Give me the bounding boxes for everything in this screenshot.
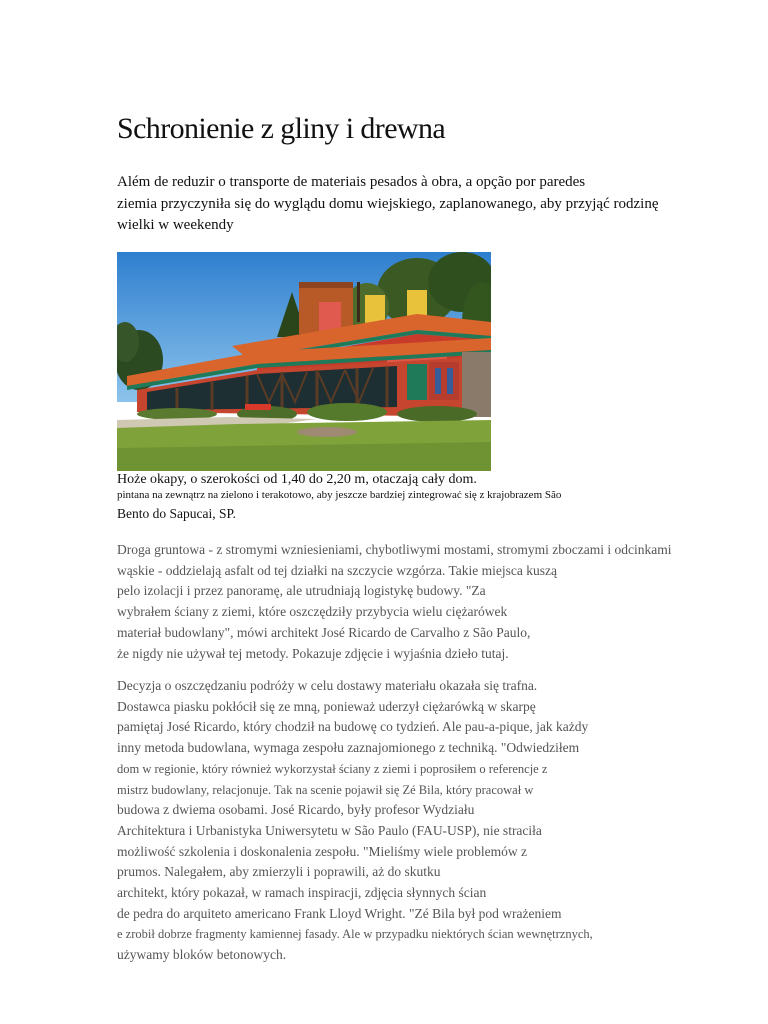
body-paragraph-1 — [117, 540, 737, 664]
paragraph-line: mistrz budowlany, relacjonuje. Tak na scenie pojawił się Zé Bila, który pracował w — [117, 782, 534, 797]
article-lead — [117, 172, 717, 237]
paragraph-line: pelo izolacji i przez panoramę, ale utrudniają logistykę budowy. "Za — [117, 583, 486, 599]
paragraph-line: Architektura i Urbanistyka Uniwersytetu w São Paulo (FAU-USP), nie straciła — [117, 822, 542, 838]
body-paragraph-2 — [117, 676, 737, 966]
paragraph-line: Decyzja o oszczędzaniu podróży w celu dostawy materiału okazała się trafna. — [117, 678, 538, 693]
paragraph-line: pamiętaj José Ricardo, który chodził na budowę co tydzień. Ale pau-a-pique, jak każdy — [117, 719, 589, 735]
article-title: Schronienie z gliny i drewna — [117, 112, 446, 145]
house-photo-icon — [117, 252, 491, 471]
paragraph-line: Droga gruntowa - z stromymi wzniesieniami, chybotliwymi mostami, stromymi zboczami i odcinkami — [117, 542, 672, 557]
paragraph-line: dom w regionie, który również wykorzystał ściany z ziemi i poprosiłem o referencje z — [117, 761, 548, 776]
lead-line: wielki w weekendy — [117, 217, 234, 233]
lead-line: Além de reduzir o transporte de materiais pesados à obra, a opção por paredes — [117, 174, 586, 190]
paragraph-line: inny metoda budowlana, wymaga zespołu zaznajomionego z techniką. "Odwiedziłem — [117, 740, 580, 756]
paragraph-line: de pedra do arquiteto americano Frank Lloyd Wright. "Zé Bila był pod wrażeniem — [117, 905, 562, 921]
caption-line: Hoże okapy, o szerokości od 1,40 do 2,20 m, otaczają cały dom. — [117, 472, 477, 487]
paragraph-line: budowa z dwiema osobami. José Ricardo, były profesor Wydziału — [117, 802, 475, 818]
paragraph-line: wąskie - oddzielają asfalt od tej działki na szczycie wzgórza. Takie miejsca kuszą — [117, 562, 557, 578]
paragraph-line: że nigdy nie używał tej metody. Pokazuje zdjęcie i wyjaśnia dzieło tutaj. — [117, 645, 509, 661]
caption-line: Bento do Sapucai, SP. — [117, 506, 236, 521]
paragraph-line: materiał budowlany", mówi architekt José Ricardo de Carvalho z São Paulo, — [117, 624, 531, 640]
lead-line: ziemia przyczyniła się do wyglądu domu wiejskiego, zaplanowanego, aby przyjąć rodzinę — [117, 195, 659, 212]
paragraph-line: prumos. Nalegałem, aby zmierzyli i poprawili, aż do skutku — [117, 864, 441, 880]
photo-caption — [117, 472, 717, 524]
house-photo — [117, 252, 491, 471]
paragraph-line: architekt, który pokazał, w ramach inspiracji, zdjęcia słynnych ścian — [117, 885, 487, 901]
paragraph-line: możliwość szkolenia i doskonalenia zespołu. "Mieliśmy wiele problemów z — [117, 843, 528, 859]
caption-line: pintana na zewnątrz na zielono i terakotowo, aby jeszcze bardziej zintegrować się z krajobrazem São — [117, 489, 562, 501]
paragraph-line: używamy bloków betonowych. — [117, 947, 287, 963]
paragraph-line: Dostawca piasku pokłócił się ze mną, ponieważ uderzył ciężarówką w skarpę — [117, 698, 536, 714]
paragraph-line: wybrałem ściany z ziemi, które oszczędziły przybycia wielu ciężarówek — [117, 604, 508, 620]
paragraph-line: e zrobił dobrze fragmenty kamiennej fasady. Ale w przypadku niektórych ścian wewnętrznych, — [117, 927, 593, 942]
